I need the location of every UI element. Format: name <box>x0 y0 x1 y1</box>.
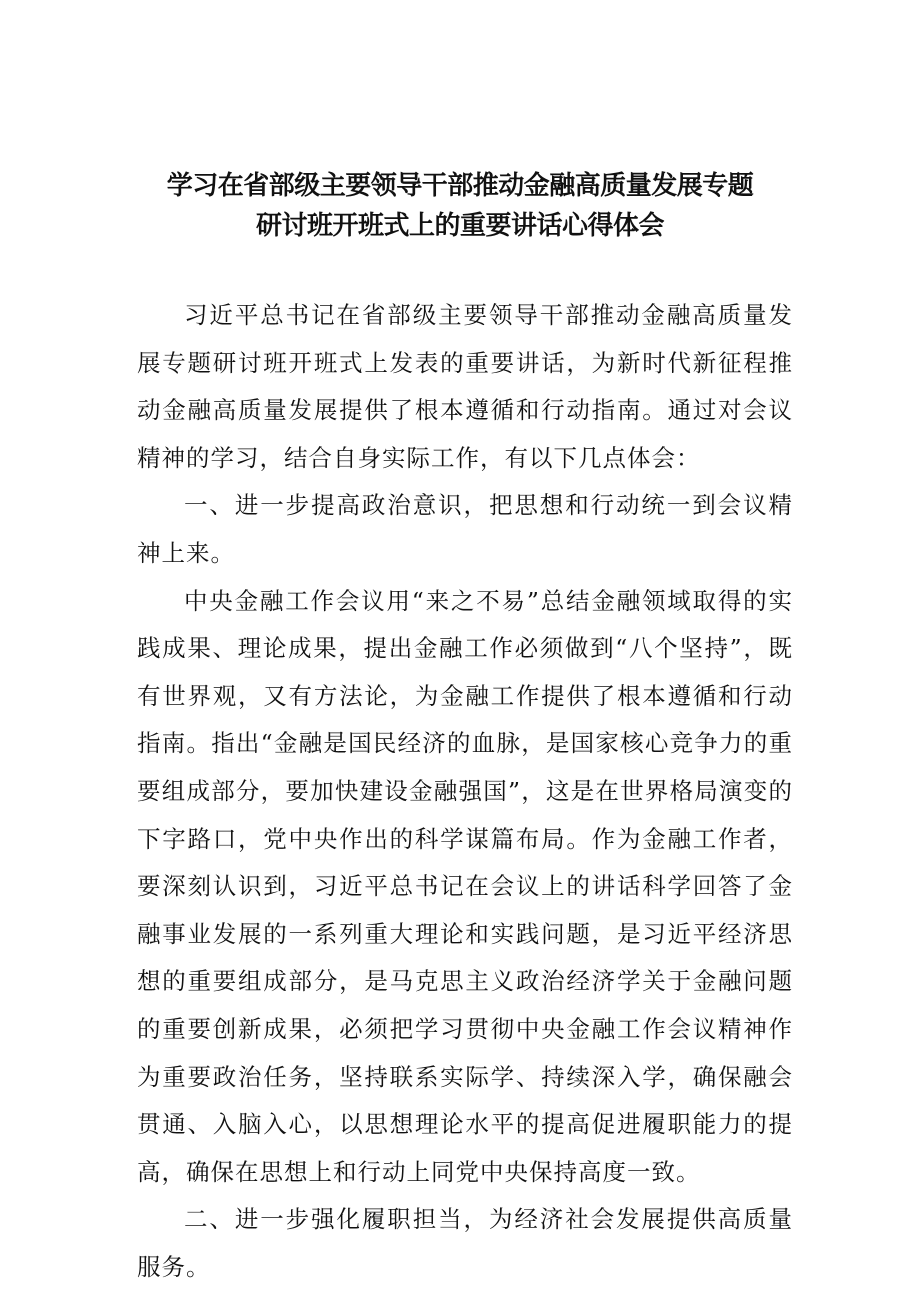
document-body <box>137 292 793 1291</box>
intro-paragraph: 习近平总书记在省部级主要领导干部推动金融高质量发展专题研讨班开班式上发表的重要讲话，为新时代新征程推动金融高质量发展提供了根本遵循和行动指南。通过对会议精神的学习，结合自身实际工作，有以下几点体会： <box>137 301 793 472</box>
title-line-2: 研讨班开班式上的重要讲话心得体会 <box>255 211 664 241</box>
section-heading-1: 一、进一步提高政治意识，把思想和行动统一到会议精神上来。 <box>137 491 793 567</box>
title-line-1: 学习在省部级主要领导干部推动金融高质量发展专题 <box>166 171 754 201</box>
section-1-paragraph: 中央金融工作会议用“来之不易”总结金融领域取得的实践成果、理论成果，提出金融工作必须做到“八个坚持”，既有世界观，又有方法论，为金融工作提供了根本遵循和行动指南。指出“金融是国民经济的血脉，是国家核心竞争力的重要组成部分，要加快建设金融强国”，这是在世界格局演变的下字路口，党中央作出的科学谋篇布局。作为金融工作者，要深刻认识到，习近平总书记在会议上的讲话科学回答了金融事业发展的一系列重大理论和实践问题，是习近平经济思想的重要组成部分，是马克思主义政治经济学关于金融问题的重要创新成果，必须把学习贯彻中央金融工作会议精神作为重要政治任务，坚持联系实际学、持续深入学，确保融会贯通、入脑入心，以思想理论水平的提高促进履职能力的提高，确保在思想上和行动上同党中央保持高度一致。 <box>137 586 793 1186</box>
section-heading-2: 二、进一步强化履职担当，为经济社会发展提供高质量服务。 <box>137 1205 793 1281</box>
document-title <box>0 166 920 246</box>
